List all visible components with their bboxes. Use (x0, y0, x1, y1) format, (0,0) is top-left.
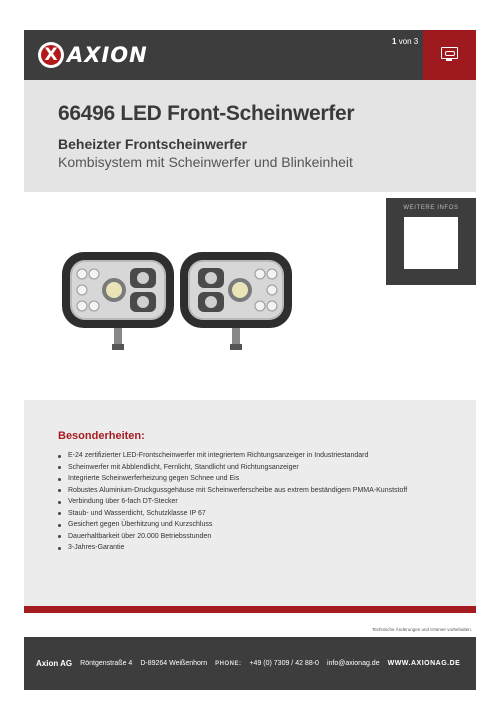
list-item: Gesichert gegen Überhitzung und Kurzschluss (58, 519, 407, 531)
footer-phone-label: PHONE: (215, 660, 242, 667)
product-subtitle: Beheizter Frontscheinwerfer (58, 136, 248, 152)
features-title: Besonderheiten: (58, 430, 145, 442)
footer (24, 637, 476, 690)
footer-company: Axion AG (36, 659, 73, 668)
features-section (24, 400, 476, 606)
list-item: Robustes Aluminium-Druckgussgehäuse mit Scheinwerferscheibe aus extrem beständigem PMMA-Kunststoff (58, 485, 407, 497)
product-description: Kombisystem mit Scheinwerfer und Blinkeinheit (58, 154, 353, 170)
list-item: Verbindung über 6-fach DT-Stecker (58, 496, 407, 508)
list-item: E-24 zertifizierter LED-Frontscheinwerfer mit integriertem Richtungsanzeiger in Industriestandard (58, 450, 407, 462)
list-item: Staub- und Wasserdicht, Schutzklasse IP 67 (58, 508, 407, 520)
qr-code[interactable] (404, 217, 458, 269)
product-title: 66496 LED Front-Scheinwerfer (58, 102, 355, 125)
list-item: Scheinwerfer mit Abblendlicht, Fernlicht, Standlicht und Richtungsanzeiger (58, 462, 407, 474)
footer-street: Röntgenstraße 4 (80, 660, 133, 667)
header-bar (24, 30, 476, 80)
logo-mark-letter: X (44, 45, 58, 65)
disclaimer: Technische Änderungen und Irrtümer vorbehalten. (371, 627, 472, 632)
list-item: 3-Jahres-Garantie (58, 542, 407, 554)
more-info-label: WEITERE INFOS (403, 205, 459, 211)
datasheet-page (24, 30, 476, 690)
divider (24, 606, 476, 613)
footer-website-link[interactable]: WWW.AXIONAG.DE (387, 660, 461, 667)
product-image-right (176, 248, 296, 353)
logo-mark (38, 42, 64, 68)
features-list (58, 450, 407, 554)
list-item: Integrierte Scheinwerferheizung gegen Schnee und Eis (58, 473, 407, 485)
page-rest: von 3 (398, 37, 419, 46)
logo-text: AXION (67, 43, 148, 67)
more-info-box[interactable] (386, 198, 476, 285)
footer-city: D-89264 Weißenhorn (140, 660, 208, 667)
product-image-left (58, 248, 178, 353)
axion-logo (38, 41, 148, 69)
list-item: Dauerhaltbarkeit über 20.000 Betriebsstunden (58, 531, 407, 543)
footer-phone: +49 (0) 7309 / 42 88-0 (249, 660, 319, 667)
screen-button[interactable] (423, 30, 476, 80)
footer-email-link[interactable]: info@axionag.de (326, 660, 380, 667)
title-band (24, 80, 476, 192)
page-current: 1 (392, 37, 397, 46)
screen-icon (441, 47, 458, 59)
page-indicator (392, 37, 418, 46)
